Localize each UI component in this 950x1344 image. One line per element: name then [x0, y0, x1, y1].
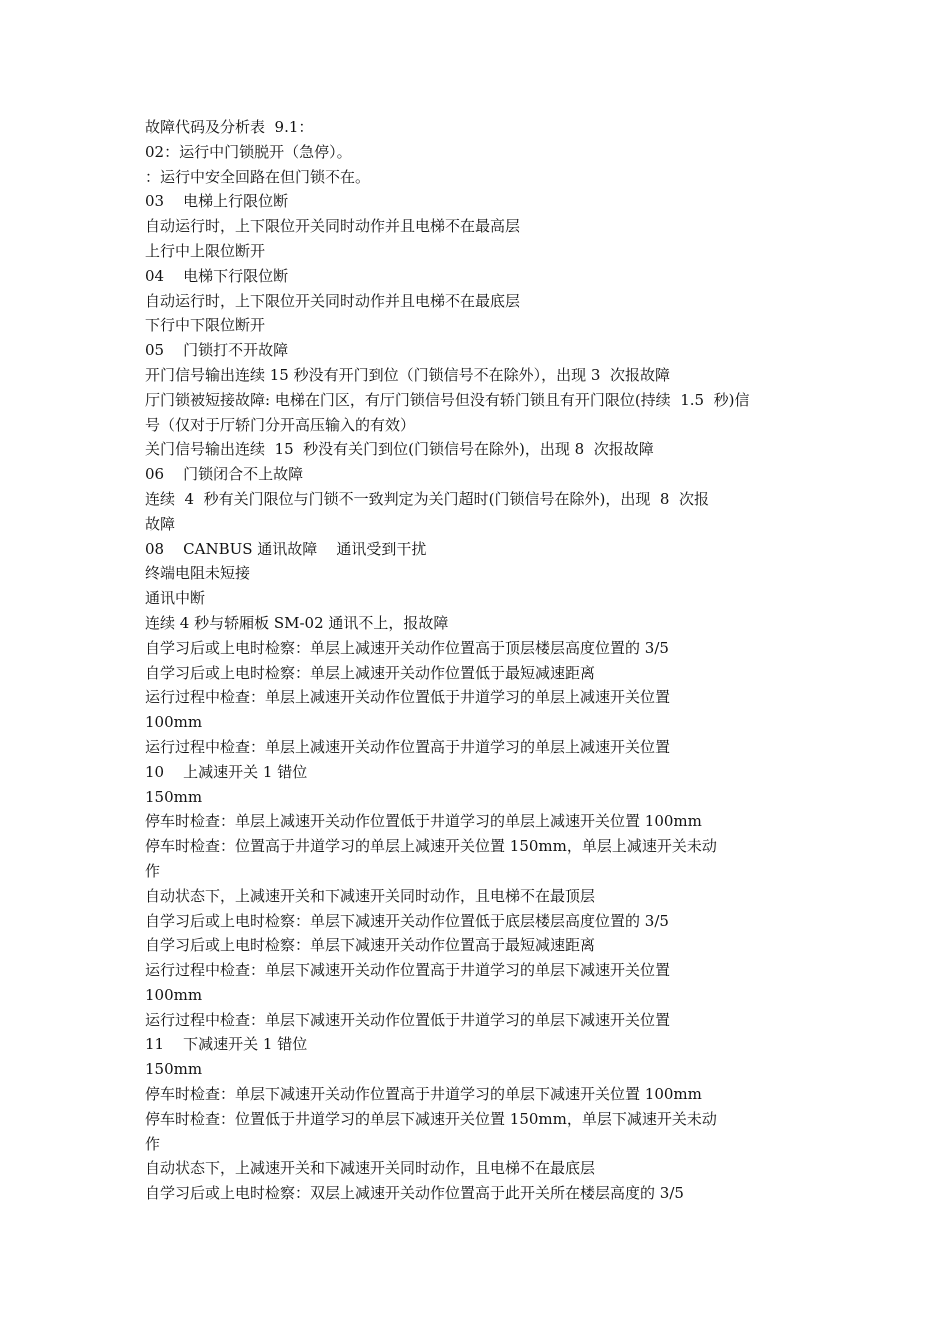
doc-line: ：运行中安全回路在但门锁不在。: [145, 167, 371, 186]
fault-heading-03: 03 电梯上行限位断: [145, 192, 289, 211]
doc-line: 作: [145, 1134, 161, 1153]
doc-line: 150mm: [145, 787, 203, 806]
fault-heading-06: 06 门锁闭合不上故障: [145, 465, 304, 484]
doc-line: 自动运行时，上下限位开关同时动作并且电梯不在最高层: [145, 217, 521, 236]
doc-line: 连续 4 秒与轿厢板 SM-02 通讯不上，报故障: [145, 613, 449, 632]
doc-line: 02：运行中门锁脱开（急停）。: [145, 142, 352, 161]
doc-line: 自动状态下，上减速开关和下减速开关同时动作，且电梯不在最底层: [145, 1159, 596, 1178]
doc-line: 自学习后或上电时检察：单层上减速开关动作位置低于最短减速距离: [145, 663, 596, 682]
fault-heading-08: 08 CANBUS 通讯故障 通讯受到干扰: [145, 539, 427, 558]
doc-line: 停车时检查：位置低于井道学习的单层下减速开关位置 150mm，单层下减速开关未动: [145, 1109, 717, 1128]
doc-line: 连续 4 秒有关门限位与门锁不一致判定为关门超时(门锁信号在除外)，出现 8 次报: [145, 489, 709, 508]
doc-line: 故障: [145, 514, 176, 533]
doc-line: 下行中下限位断开: [145, 316, 266, 335]
doc-line: 停车时检查：单层上减速开关动作位置低于井道学习的单层上减速开关位置 100mm: [145, 812, 702, 831]
doc-line: 150mm: [145, 1060, 203, 1079]
doc-line: 100mm: [145, 985, 203, 1004]
doc-line: 运行过程中检查：单层上减速开关动作位置低于井道学习的单层上减速开关位置: [145, 688, 671, 707]
doc-title: 故障代码及分析表 9.1：: [145, 118, 314, 136]
doc-line: 终端电阻未短接: [145, 564, 251, 583]
doc-line: 自学习后或上电时检察：单层上减速开关动作位置高于顶层楼层高度位置的 3/5: [145, 638, 669, 657]
doc-line: 运行过程中检查：单层下减速开关动作位置高于井道学习的单层下减速开关位置: [145, 961, 671, 980]
doc-line: 运行过程中检查：单层上减速开关动作位置高于井道学习的单层上减速开关位置: [145, 737, 671, 756]
fault-heading-11: 11 下减速开关 1 错位: [145, 1035, 308, 1054]
doc-line: 自学习后或上电时检察：单层下减速开关动作位置低于底层楼层高度位置的 3/5: [145, 911, 669, 930]
doc-line: 作: [145, 861, 161, 880]
doc-line: 号（仅对于厅轿门分开高压输入的有效）: [145, 415, 416, 434]
doc-line: 上行中上限位断开: [145, 241, 266, 260]
doc-line: 关门信号输出连续 15 秒没有关门到位(门锁信号在除外)，出现 8 次报故障: [145, 440, 654, 459]
doc-line: 运行过程中检查：单层下减速开关动作位置低于井道学习的单层下减速开关位置: [145, 1010, 671, 1029]
doc-line: 100mm: [145, 713, 203, 732]
doc-line: 自学习后或上电时检察：双层上减速开关动作位置高于此开关所在楼层高度的 3/5: [145, 1184, 684, 1203]
doc-line: 自学习后或上电时检察：单层下减速开关动作位置高于最短减速距离: [145, 936, 596, 955]
doc-line: 通讯中断: [145, 589, 206, 608]
doc-line: 停车时检查：位置高于井道学习的单层上减速开关位置 150mm，单层上减速开关未动: [145, 837, 717, 856]
doc-line: 自动运行时，上下限位开关同时动作并且电梯不在最底层: [145, 291, 521, 310]
doc-line: 停车时检查：单层下减速开关动作位置高于井道学习的单层下减速开关位置 100mm: [145, 1085, 702, 1104]
fault-heading-04: 04 电梯下行限位断: [145, 266, 289, 285]
doc-line: 开门信号输出连续 15 秒没有开门到位（门锁信号不在除外），出现 3 次报故障: [145, 365, 670, 384]
document-page: [145, 115, 825, 1206]
fault-heading-05: 05 门锁打不开故障: [145, 341, 289, 360]
fault-heading-10: 10 上减速开关 1 错位: [145, 762, 308, 781]
doc-line: 厅门锁被短接故障: 电梯在门区，有厅门锁信号但没有轿门锁且有开门限位(持续 1.5 秒)信: [145, 390, 750, 409]
doc-line: 自动状态下，上减速开关和下减速开关同时动作，且电梯不在最顶层: [145, 886, 596, 905]
